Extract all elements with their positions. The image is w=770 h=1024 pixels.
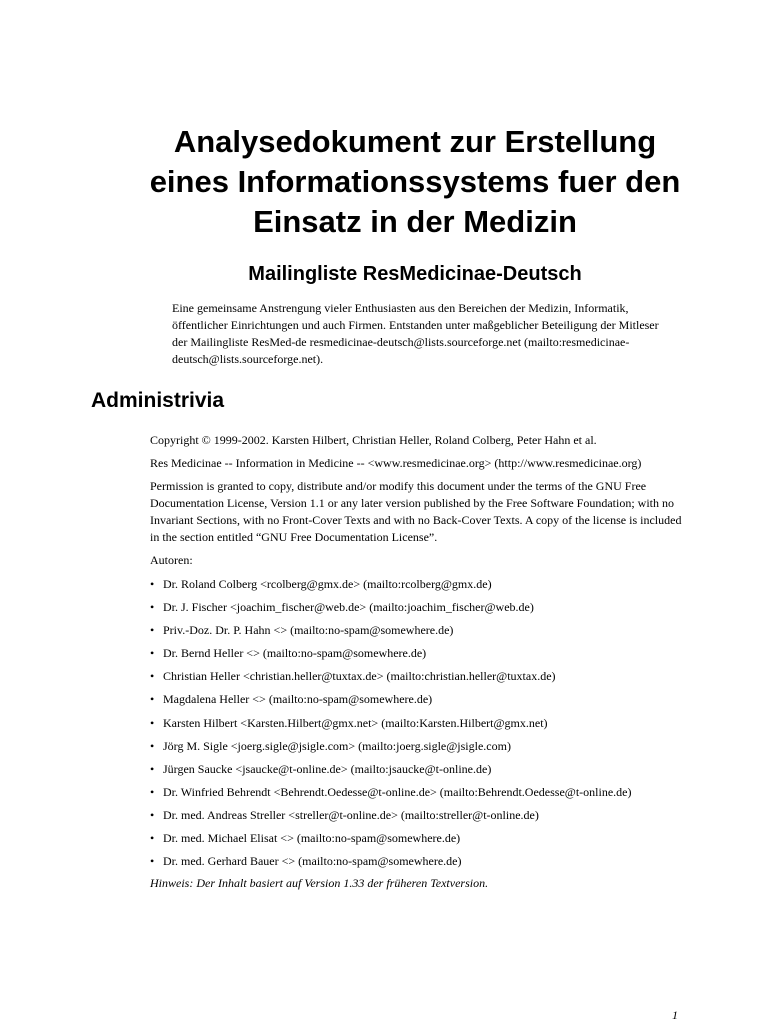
bullet-icon: • [150,807,155,822]
bullet-icon: • [150,577,155,591]
list-item [150,644,690,667]
abstract-paragraph: Eine gemeinsame Anstrengung vieler Enthusiasten aus den Bereichen der Medizin, Informatik, öffentlicher Einrichtungen und auch Firmen. Entstanden unter maßgeblicher Beteiligung der Mitleser der Mailingliste ResMed-de resmedicinae-deutsch@lists.sourceforge.net (mailto:resmedicinae-deutsch@lists.sourceforge.net). [172,301,659,366]
author-entry: Christian Heller <christian.heller@tuxtax.de> (mailto:christian.heller@tuxtax.de) [163,669,556,684]
author-entry: Dr. Winfried Behrendt <Behrendt.Oedesse@t-online.de> (mailto:Behrendt.Oedesse@t-online.de) [163,784,632,799]
author-entry: Priv.-Doz. Dr. P. Hahn <> (mailto:no-spam@somewhere.de) [163,623,454,638]
bullet-icon: • [150,669,155,684]
author-entry: Magdalena Heller <> (mailto:no-spam@somewhere.de) [163,692,433,707]
bullet-icon: • [150,600,155,615]
authors-list [150,575,690,875]
project-line: Res Medicinae -- Information in Medicine -- <www.resmedicinae.org> (http://www.resmedicinae.org) [150,456,642,470]
document-subtitle: Mailingliste ResMedicinae-Deutsch [248,263,582,285]
title-line: eines Informationssystems fuer den [149,164,681,199]
author-entry: Jörg M. Sigle <joerg.sigle@jsigle.com> (mailto:joerg.sigle@jsigle.com) [163,738,511,753]
bullet-icon: • [150,854,155,869]
section-heading-administrivia: Administrivia [91,389,225,412]
title-line: Analysedokument zur Erstellung [173,124,657,159]
administrivia-section [150,432,690,898]
author-entry: Dr. Roland Colberg <rcolberg@gmx.de> (mailto:rcolberg@gmx.de) [163,577,492,591]
copyright-notice: Copyright © 1999-2002. Karsten Hilbert, Christian Heller, Roland Colberg, Peter Hahn et al. [150,433,597,447]
version-note: Hinweis: Der Inhalt basiert auf Version 1.33 der früheren Textversion. [150,876,489,891]
list-item [150,852,690,875]
list-item [150,714,690,737]
list-item [150,598,690,621]
author-entry: Jürgen Saucke <jsaucke@t-online.de> (mailto:jsaucke@t-online.de) [163,761,492,776]
author-entry: Dr. J. Fischer <joachim_fischer@web.de> (mailto:joachim_fischer@web.de) [163,600,534,615]
list-item [150,667,690,690]
license-paragraph: Permission is granted to copy, distribute and/or modify this document under the terms of the GNU Free Documentation License, Version 1.1 or any later version published by the Free Software Foundation; with no Invariant Sections, with no Front-Cover Texts and with no Back-Cover Texts. A copy of the license is included in the section entitled “GNU Free Documentation License”. [150,479,682,544]
list-item [150,760,690,783]
page-number: 1 [672,1008,678,1022]
list-item [150,690,690,713]
list-item [150,806,690,829]
list-item [150,575,690,598]
bullet-icon: • [150,831,155,846]
bullet-icon: • [150,715,155,730]
author-entry: Dr. med. Michael Elisat <> (mailto:no-spam@somewhere.de) [163,831,461,846]
document-title [85,122,745,242]
bullet-icon: • [150,784,155,799]
bullet-icon: • [150,761,155,776]
author-entry: Dr. med. Andreas Streller <streller@t-online.de> (mailto:streller@t-online.de) [163,807,539,822]
bullet-icon: • [150,646,155,661]
list-item [150,829,690,852]
title-line: Einsatz in der Medizin [253,204,577,239]
author-entry: Dr. Bernd Heller <> (mailto:no-spam@somewhere.de) [163,646,427,661]
bullet-icon: • [150,692,155,707]
list-item [150,783,690,806]
list-item [150,737,690,760]
bullet-icon: • [150,738,155,753]
bullet-icon: • [150,623,155,638]
author-entry: Dr. med. Gerhard Bauer <> (mailto:no-spam@somewhere.de) [163,854,462,869]
authors-label: Autoren: [150,553,193,567]
author-entry: Karsten Hilbert <Karsten.Hilbert@gmx.net> (mailto:Karsten.Hilbert@gmx.net) [163,715,548,730]
list-item [150,621,690,644]
